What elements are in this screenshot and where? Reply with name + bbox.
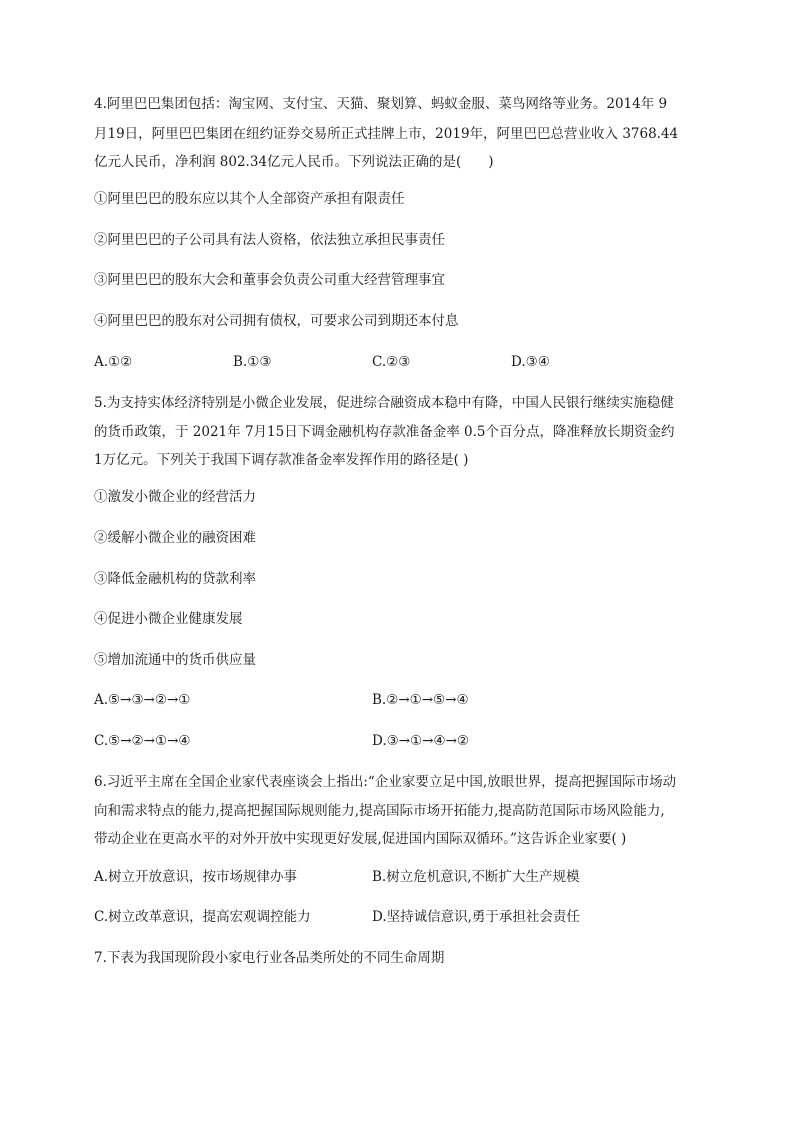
q4-item-4: ④阿里巴巴的股东对公司拥有债权，可要求公司到期还本付息	[94, 313, 459, 329]
q6-stem-line-1: 6.习近平主席在全国企业家代表座谈会上指出:“企业家要立足中国,放眼世界，提高把握国际市场动	[94, 774, 677, 790]
q5-option-d[interactable]: D.③→①→④→②	[372, 733, 469, 749]
q4-stem-line-1: 4.阿里巴巴集团包括：淘宝网、支付宝、天猫、聚划算、蚂蚁金服、菜鸟网络等业务。2014年 9	[94, 96, 668, 112]
q4-option-b[interactable]: B.①③	[233, 354, 272, 370]
q4-stem-line-3: 亿元人民币，净利润 802.34亿元人民币。下列说法正确的是( )	[94, 154, 494, 170]
q4-stem-line-2: 月19日，阿里巴巴集团在纽约证券交易所正式挂牌上市，2019年，阿里巴巴总营业收入 3768.44	[94, 126, 679, 142]
q4-option-d[interactable]: D.③④	[511, 354, 550, 370]
q4-item-2: ②阿里巴巴的子公司具有法人资格，依法独立承担民事责任	[94, 232, 445, 248]
q6-stem-line-2: 向和需求特点的能力,提高把握国际规则能力,提高国际市场开拓能力,提高防范国际市场风险能力,	[94, 803, 665, 819]
q6-option-a[interactable]: A.树立开放意识，按市场规律办事	[94, 869, 298, 885]
q7-stem-line-1: 7.下表为我国现阶段小家电行业各品类所处的不同生命周期	[94, 950, 445, 966]
q5-stem-line-3: 1万亿元。下列关于我国下调存款准备金率发挥作用的路径是( )	[94, 452, 469, 468]
q4-option-a[interactable]: A.①②	[94, 354, 133, 370]
q6-stem-line-3: 带动企业在更高水平的对外开放中实现更好发展,促进国内国际双循环。”这告诉企业家要( )	[94, 831, 627, 847]
q5-item-3: ③降低金融机构的贷款利率	[94, 571, 256, 587]
q5-item-5: ⑤增加流通中的货币供应量	[94, 652, 256, 668]
q6-option-d[interactable]: D.坚持诚信意识,勇于承担社会责任	[372, 909, 580, 925]
q5-stem-line-2: 的货币政策，于 2021年 7月15日下调金融机构存款准备金率 0.5个百分点，降准释放长期资金约	[94, 424, 675, 440]
q5-item-2: ②缓解小微企业的融资困难	[94, 530, 256, 546]
q6-option-b[interactable]: B.树立危机意识,不断扩大生产规模	[372, 869, 580, 885]
q5-option-a[interactable]: A.⑤→③→②→①	[94, 692, 191, 708]
q5-stem-line-1: 5.为支持实体经济特别是小微企业发展，促进综合融资成本稳中有降，中国人民银行继续实施稳健	[94, 395, 674, 411]
q5-item-1: ①激发小微企业的经营活力	[94, 489, 256, 505]
q5-option-b[interactable]: B.②→①→⑤→④	[372, 692, 469, 708]
q4-option-c[interactable]: C.②③	[372, 354, 411, 370]
q5-option-c[interactable]: C.⑤→②→①→④	[94, 733, 191, 749]
q4-item-3: ③阿里巴巴的股东大会和董事会负责公司重大经营管理事宜	[94, 272, 445, 288]
q4-item-1: ①阿里巴巴的股东应以其个人全部资产承担有限责任	[94, 191, 405, 207]
q5-item-4: ④促进小微企业健康发展	[94, 611, 243, 627]
q6-option-c[interactable]: C.树立改革意识，提高宏观调控能力	[94, 909, 311, 925]
